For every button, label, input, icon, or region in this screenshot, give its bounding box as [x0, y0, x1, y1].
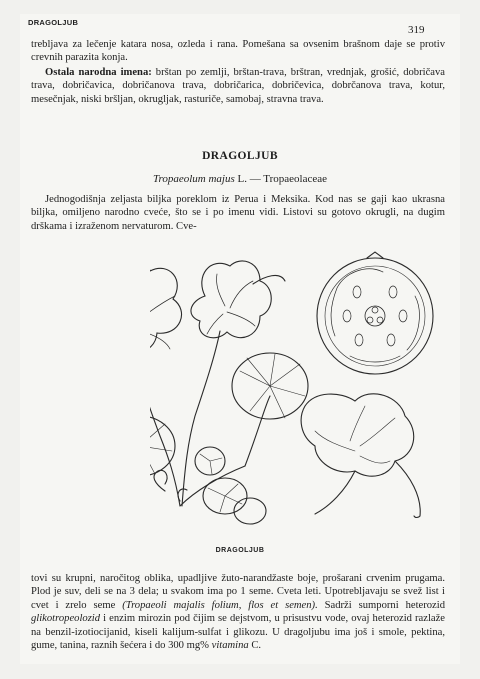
intro-paragraph	[31, 38, 445, 65]
flower-side-view	[301, 394, 420, 518]
folk-names-label: Ostala narodna imena:	[45, 67, 152, 78]
latin-name: Tropaeolum majus	[152, 173, 235, 185]
flower-front-view	[150, 256, 182, 359]
running-head: DRAGOLJUB	[28, 18, 79, 27]
flower-upper-view	[191, 261, 285, 338]
vitamin-word: vitamina	[211, 640, 249, 652]
folk-names-paragraph	[31, 66, 445, 106]
description-paragraph: Jednogodišnja zeljasta biljka poreklom iz Perua i Meksika. Kod nas se gaji kao ukrasna biljka, omiljeno narodno cveće, što se i po imenu vidi. Listovi su gotovo okrugli, na dugim drškama i izraženom nervaturom. Cve-	[31, 194, 445, 232]
intro-text: trebljava za lečenje katara nosa, ozleda i rana. Pomešana sa ovsenim brašnom daje se protiv crevnih parazita konja.	[31, 39, 445, 64]
folk-names-list: brštan po zemlji, brštan-trava, brštran, vrednjak, grošić, dobričava trava, dobričavica, dobričanova trava, dobričarica, dobričevica, dobrčanova trava, kotur, mesečnjak, niski bršljan, okrugljak, rasturiče, samobaj, stravna trava.	[31, 67, 445, 105]
entry-subtitle	[0, 173, 480, 185]
author-family: L. — Tropaeolaceae	[234, 173, 328, 185]
entry-title: DRAGOLJUB	[202, 150, 278, 162]
page-number: 319	[408, 24, 425, 36]
drug-names: (Tropaeoli majalis folium, flos et semen).	[122, 599, 318, 611]
nasturtium-plant-illustration	[150, 246, 440, 546]
continuation-text-4: C.	[248, 640, 262, 652]
flower-diagram	[317, 252, 433, 374]
figure-caption: DRAGOLJUB	[215, 547, 265, 554]
glycoside-name: glikotropeolozid	[31, 613, 101, 625]
round-leaf	[232, 353, 308, 419]
continuation-paragraph	[31, 572, 445, 652]
continuation-text-1: tovi su krupni, naročitog oblika, upadljive žuto-narandžaste boje, prošarani crvenim prugama. Plod je suv, deli se na 3 dela; u svakom ima po 1 seme. Cveta leti. Upotrebljavaju se svež list i cvet i zrelo seme	[31, 573, 445, 611]
continuation-text-3: i enzim mirozin pod čijim se dejstvom, u prisustvu vode, ovaj heterozid razlaže na benzil-izotiocijanid, kiseli kalijum-sulfat i glikozu. U dragoljubu ima još i smole, pektina, gume, tanina, raznih šećera i do 300 mg%	[31, 613, 445, 652]
continuation-text-2: Sadrži sumporni heterozid	[317, 599, 445, 611]
